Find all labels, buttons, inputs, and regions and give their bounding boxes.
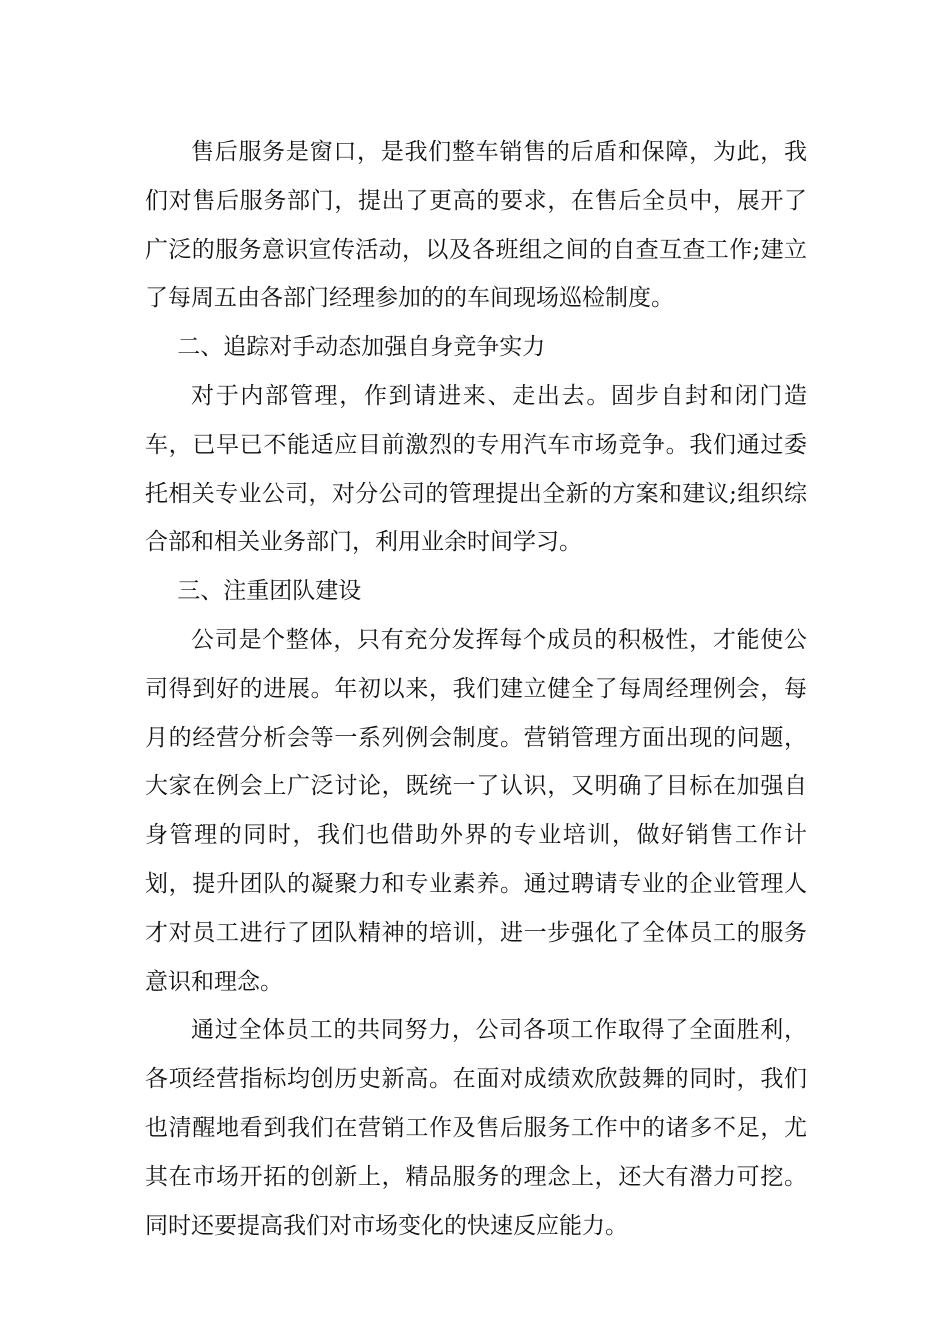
section-heading-3: 三、注重团队建设: [177, 578, 362, 605]
paragraph-team-building: 公司是个整体，只有充分发挥每个成员的积极性，才能使公司得到好的进展。年初以来，我们建立健全了每周经理例会，每月的经营分析会等一系列例会制度。营销管理方面出现的问题，大家在例会上广泛讨论，既统一了认识，又明确了目标在加强自身管理的同时，我们也借助外界的专业培训，做好销售工作计划，提升团队的凝聚力和专业素养。通过聘请专业的企业管理人才对员工进行了团队精神的培训，进一步强化了全体员工的服务意识和理念。: [145, 626, 807, 995]
paragraph-internal-management: 对于内部管理，作到请进来、走出去。固步自封和闭门造车，已早已不能适应目前激烈的专用汽车市场竞争。我们通过委托相关专业公司，对分公司的管理提出全新的方案和建议;组织综合部和相关业务部门，利用业余时间学习。: [145, 382, 807, 556]
paragraph-conclusion: 通过全体员工的共同努力，公司各项工作取得了全面胜利，各项经营指标均创历史新高。在面对成绩欢欣鼓舞的同时，我们也清醒地看到我们在营销工作及售后服务工作中的诸多不足，尤其在市场开拓的创新上，精品服务的理念上，还大有潜力可挖。同时还要提高我们对市场变化的快速反应能力。: [145, 1017, 807, 1239]
section-heading-2: 二、追踪对手动态加强自身竞争实力: [177, 334, 546, 361]
paragraph-after-sales: 售后服务是窗口，是我们整车销售的后盾和保障，为此，我们对售后服务部门，提出了更高的要求，在售后全员中，展开了广泛的服务意识宣传活动，以及各班组之间的自查互查工作;建立了每周五由各部门经理参加的的车间现场巡检制度。: [145, 139, 807, 312]
document-body: [145, 128, 807, 1250]
